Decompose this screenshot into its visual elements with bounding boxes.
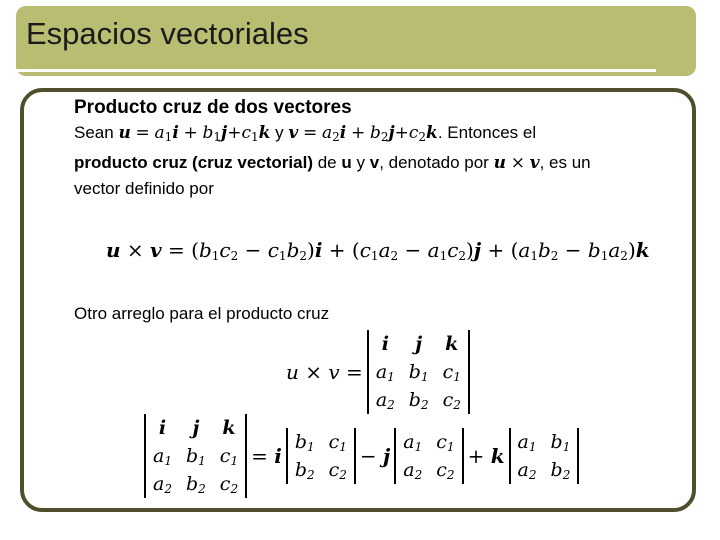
text-sean: Sean: [74, 123, 114, 142]
title-underline: [16, 69, 656, 72]
minor-i: $b_1$ $c_1$ $b_2$ $c_2$: [286, 428, 356, 484]
cross-product-formula: $u \times v = (b_1c_2 - c_1b_2)i + (c_1a_2 - a_1c_2)j + (a_1b_2 - b_1a_2)k$: [106, 238, 650, 263]
text-u: u: [341, 153, 352, 172]
text-entonces: . Entonces el: [437, 123, 537, 142]
determinant-matrix: i j k $a_1$ $b_1$ $c_1$ $a_2$ $b_2$ $c_2$: [367, 330, 470, 414]
content-area: [74, 96, 674, 202]
definition-paragraph: Sean $u = a_1i + b_1j+c_1k$ y $v = a_2i + b_2j+c_2k$. Entonces el producto cruz (cruz vectorial) de u y v, denotado por u × v, es un vector definido por: [74, 123, 591, 198]
otro-arreglo-text: Otro arreglo para el producto cruz: [74, 304, 330, 323]
slide-title: Espacios vectoriales: [26, 16, 309, 51]
cofactor-expansion: i j k $a_1$ $b_1$ $c_1$ $a_2$ $b_2$ $c_2$ = i $b_1$ $c_1$ $b_2$ $c_2$ − j $a_1$ $c_1$ $a_2$ $c_2$ + k $a_1$ $b_1$ $a_2$ $b_2$: [144, 414, 579, 498]
text-v: v: [369, 153, 380, 172]
text-y2: y: [356, 153, 365, 172]
determinant-equation: u × v = i j k $a_1$ $b_1$ $c_1$ $a_2$ $b_2$ $c_2$: [282, 330, 470, 414]
title-bar: [16, 6, 696, 76]
text-denotado: , denotado por: [379, 153, 489, 172]
minor-k: $a_1$ $b_1$ $a_2$ $b_2$: [509, 428, 580, 484]
text-es-un: , es un: [539, 153, 591, 172]
minor-j: $a_1$ $c_1$ $a_2$ $c_2$: [394, 428, 463, 484]
text-producto-cruz: producto cruz (cruz vectorial): [74, 153, 313, 172]
text-de: de: [317, 153, 337, 172]
text-vector-definido: vector definido por: [74, 179, 214, 198]
determinant-3x3: i j k $a_1$ $b_1$ $c_1$ $a_2$ $b_2$ $c_2$: [144, 414, 247, 498]
text-y: y: [275, 123, 284, 142]
section-heading: Producto cruz de dos vectores: [74, 97, 352, 118]
